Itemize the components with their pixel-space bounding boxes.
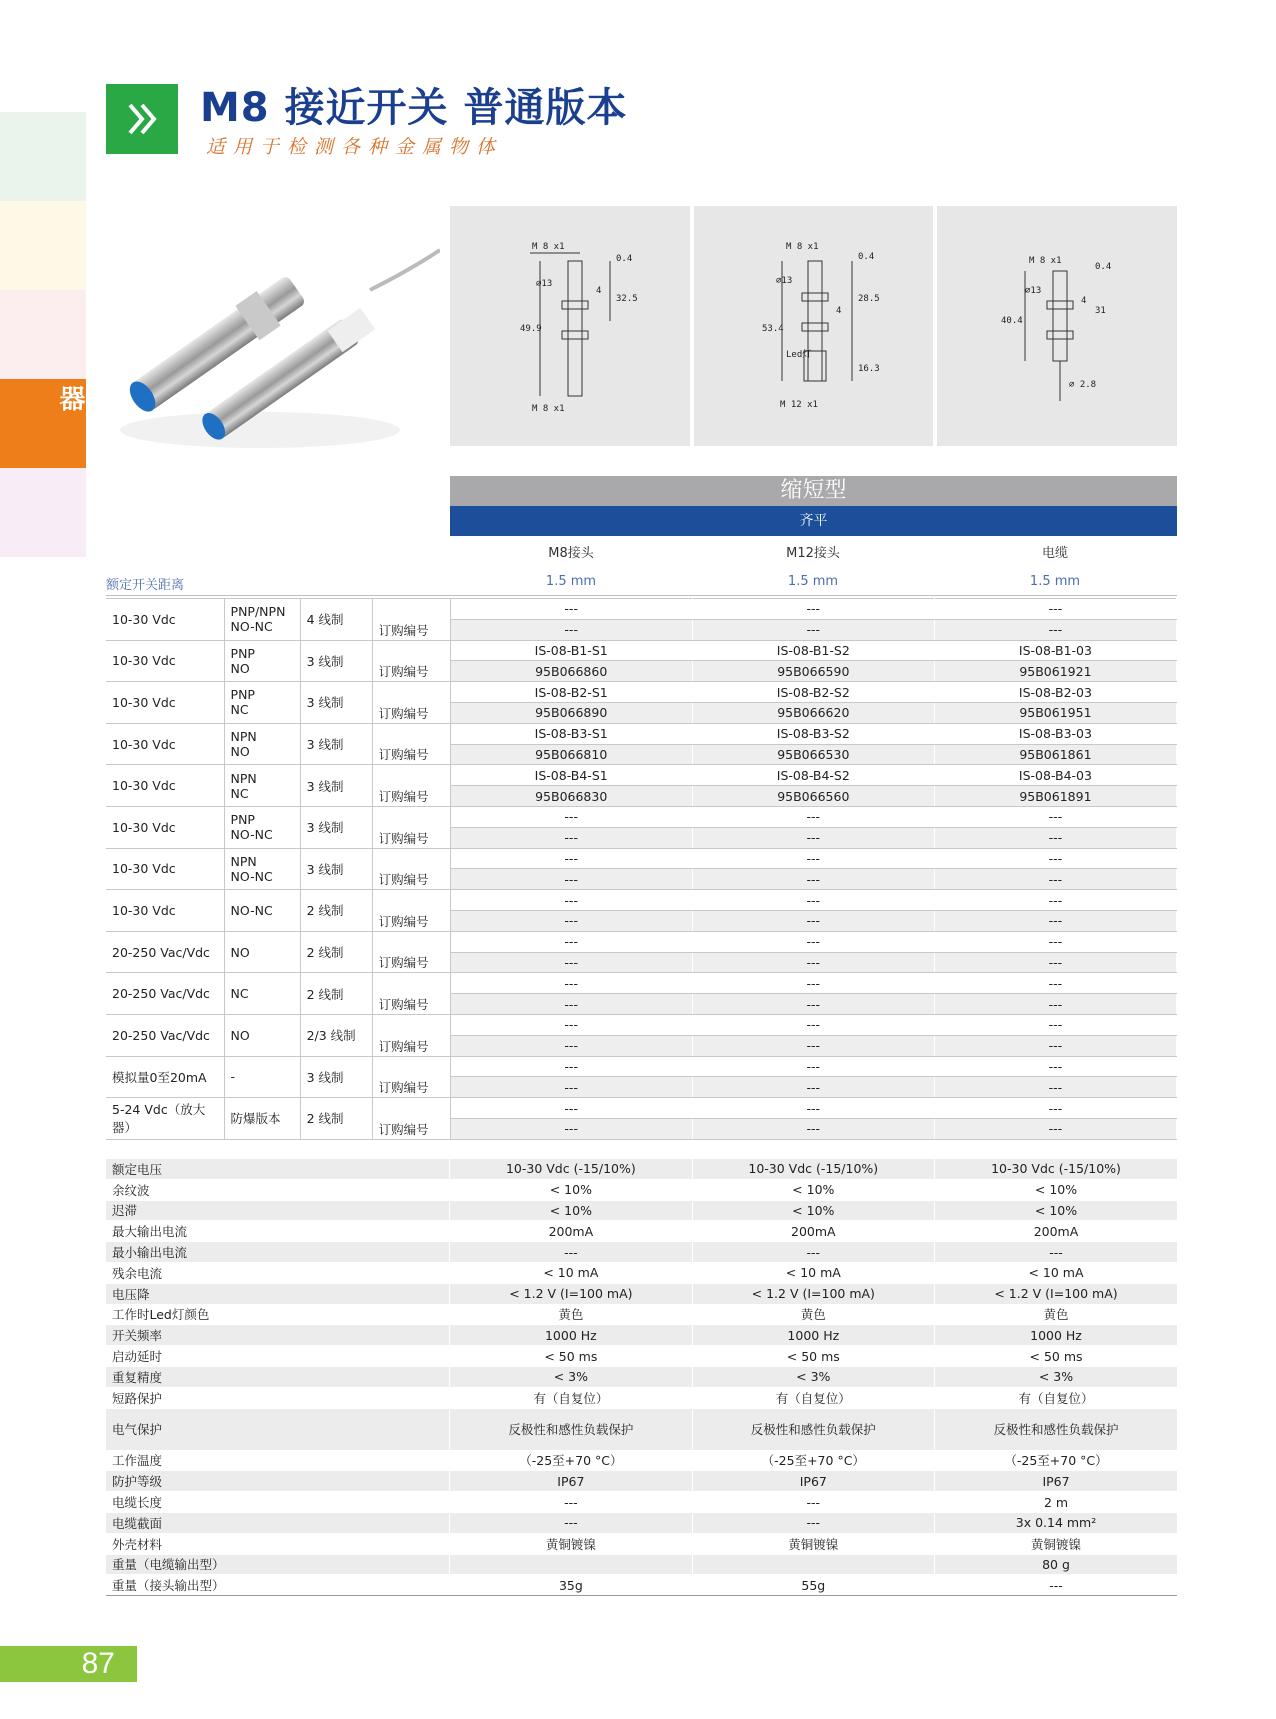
spec-label: 电压降 xyxy=(106,1283,450,1304)
spec-value: 反极性和感性负载保护 xyxy=(935,1408,1177,1450)
wire-cell: 2 线制 xyxy=(300,890,372,932)
column-header: M8接头 xyxy=(548,546,594,561)
model-cell: --- xyxy=(934,931,1176,952)
output-cell: - xyxy=(224,1056,300,1098)
order-number-cell: --- xyxy=(450,619,692,640)
order-label: 订购编号 xyxy=(372,599,450,641)
spec-value: --- xyxy=(935,1575,1177,1596)
wire-cell: 4 线制 xyxy=(300,599,372,641)
section-tab-5[interactable] xyxy=(0,468,86,557)
double-chevron-right-icon xyxy=(122,99,162,139)
model-cell: --- xyxy=(450,806,692,827)
voltage-cell: 10-30 Vdc xyxy=(106,682,224,724)
output-cell: NO xyxy=(224,1014,300,1056)
wire-cell: 2 线制 xyxy=(300,1098,372,1140)
spec-value: 200mA xyxy=(935,1221,1177,1242)
table-row xyxy=(106,848,1177,869)
section-tab-sensors[interactable] xyxy=(0,379,122,468)
spec-value: 80 g xyxy=(935,1554,1177,1575)
order-number-cell: --- xyxy=(450,910,692,931)
wire-cell: 3 线制 xyxy=(300,806,372,848)
spec-label: 开关频率 xyxy=(106,1325,450,1346)
order-number-cell: --- xyxy=(692,952,934,973)
model-cell: --- xyxy=(692,599,934,620)
model-cell: --- xyxy=(934,1014,1176,1035)
spec-value: 35g xyxy=(450,1575,692,1596)
model-cell: IS-08-B1-S1 xyxy=(450,640,692,661)
output-cell: 防爆版本 xyxy=(224,1098,300,1140)
order-label: 订购编号 xyxy=(372,848,450,890)
spec-value: --- xyxy=(692,1512,934,1533)
subgroup-header: 齐平 xyxy=(450,506,1177,536)
logo xyxy=(106,84,178,154)
spec-row xyxy=(106,1346,1177,1367)
spec-value xyxy=(450,1554,692,1575)
spec-value: < 10% xyxy=(935,1200,1177,1221)
spec-row xyxy=(106,1575,1177,1596)
drawing-label: 0.4 xyxy=(1095,262,1112,272)
spec-row xyxy=(106,1512,1177,1533)
spec-value: < 10 mA xyxy=(935,1262,1177,1283)
voltage-cell: 10-30 Vdc xyxy=(106,765,224,807)
table-row xyxy=(106,765,1177,786)
spec-label: 工作温度 xyxy=(106,1450,450,1471)
model-cell: --- xyxy=(934,599,1176,620)
order-label: 订购编号 xyxy=(372,640,450,682)
order-number-cell: --- xyxy=(934,619,1176,640)
table-row xyxy=(106,1014,1177,1035)
spec-value: 3x 0.14 mm² xyxy=(935,1512,1177,1533)
drawing-label: 4 xyxy=(1081,296,1087,306)
spec-value: < 1.2 V (I=100 mA) xyxy=(692,1283,934,1304)
order-number-cell: --- xyxy=(934,952,1176,973)
order-number-cell: 95B066830 xyxy=(450,786,692,807)
spec-value: 黄铜镀镍 xyxy=(692,1533,934,1554)
wire-cell: 3 线制 xyxy=(300,765,372,807)
spec-row xyxy=(106,1408,1177,1450)
wire-cell: 3 线制 xyxy=(300,640,372,682)
order-number-cell: 95B066810 xyxy=(450,744,692,765)
spec-row xyxy=(106,1471,1177,1492)
drawing-label: 40.4 xyxy=(1001,316,1023,326)
spec-row xyxy=(106,1262,1177,1283)
model-cell: --- xyxy=(934,1098,1176,1119)
spec-value: < 1.2 V (I=100 mA) xyxy=(450,1283,692,1304)
table-row xyxy=(106,1056,1177,1077)
model-cell: --- xyxy=(692,1098,934,1119)
spec-label: 电缆截面 xyxy=(106,1512,450,1533)
spec-value: 200mA xyxy=(692,1221,934,1242)
order-label: 订购编号 xyxy=(372,1056,450,1098)
order-number-cell: 95B061891 xyxy=(934,786,1176,807)
model-cell: IS-08-B3-S2 xyxy=(692,723,934,744)
section-tab-1[interactable] xyxy=(0,112,86,201)
distance-value: 1.5 mm xyxy=(787,574,839,589)
wire-cell: 3 线制 xyxy=(300,848,372,890)
order-label: 订购编号 xyxy=(372,1098,450,1140)
spec-row xyxy=(106,1159,1177,1180)
spec-label: 启动延时 xyxy=(106,1346,450,1367)
order-number-cell: --- xyxy=(934,1077,1176,1098)
spec-row xyxy=(106,1242,1177,1263)
model-cell: --- xyxy=(450,890,692,911)
technical-drawings xyxy=(450,206,1177,446)
table-row xyxy=(106,890,1177,911)
spec-row xyxy=(106,1533,1177,1554)
model-cell: IS-08-B2-03 xyxy=(934,682,1176,703)
drawing-label: M 8 x1 xyxy=(1029,256,1062,266)
spec-value: 10-30 Vdc (-15/10%) xyxy=(692,1159,934,1180)
spec-row xyxy=(106,1450,1177,1471)
spec-label: 电缆长度 xyxy=(106,1492,450,1513)
spec-label: 迟滞 xyxy=(106,1200,450,1221)
output-cell: NO-NC xyxy=(224,890,300,932)
output-cell: NO xyxy=(224,931,300,973)
spec-value: （-25至+70 °C） xyxy=(450,1450,692,1471)
drawing-label: 4 xyxy=(835,306,841,316)
order-number-cell: 95B066860 xyxy=(450,661,692,682)
model-cell: IS-08-B4-S2 xyxy=(692,765,934,786)
spec-value: 有（自复位） xyxy=(692,1387,934,1408)
drawing-m8-connector xyxy=(450,206,690,446)
model-cell: --- xyxy=(692,1056,934,1077)
spec-label: 残余电流 xyxy=(106,1262,450,1283)
wire-cell: 2 线制 xyxy=(300,973,372,1015)
table-row xyxy=(106,1098,1177,1119)
model-cell: --- xyxy=(934,1056,1176,1077)
order-number-cell: --- xyxy=(934,869,1176,890)
model-cell: --- xyxy=(450,599,692,620)
spec-row xyxy=(106,1366,1177,1387)
drawing-label: 31 xyxy=(1095,306,1107,316)
product-photo xyxy=(110,230,440,460)
spec-value: --- xyxy=(450,1492,692,1513)
order-number-cell: 95B066590 xyxy=(692,661,934,682)
output-cell: PNP NO xyxy=(224,640,300,682)
wire-cell: 2/3 线制 xyxy=(300,1014,372,1056)
table-row xyxy=(106,931,1177,952)
model-cell: --- xyxy=(934,806,1176,827)
voltage-cell: 5-24 Vdc（放大器） xyxy=(106,1098,224,1140)
order-label: 订购编号 xyxy=(372,973,450,1015)
model-cell: --- xyxy=(934,973,1176,994)
spec-value: （-25至+70 °C） xyxy=(692,1450,934,1471)
spec-table xyxy=(106,1158,1177,1596)
section-tab-label: 传感器 xyxy=(55,385,122,441)
spec-label: 额定电压 xyxy=(106,1159,450,1180)
order-number-cell: --- xyxy=(692,827,934,848)
table-row xyxy=(106,640,1177,661)
table-row xyxy=(106,723,1177,744)
page-subtitle: 适用于检测各种金属物体 xyxy=(206,136,504,158)
model-cell: --- xyxy=(692,931,934,952)
order-number-cell: 95B061861 xyxy=(934,744,1176,765)
distance-value: 1.5 mm xyxy=(545,574,597,589)
model-cell: --- xyxy=(450,1098,692,1119)
spec-value: 黄色 xyxy=(692,1304,934,1325)
spec-value: 1000 Hz xyxy=(450,1325,692,1346)
spec-value: < 10 mA xyxy=(692,1262,934,1283)
voltage-cell: 10-30 Vdc xyxy=(106,806,224,848)
spec-label: 重量（接头输出型） xyxy=(106,1575,450,1596)
voltage-cell: 20-250 Vac/Vdc xyxy=(106,973,224,1015)
drawing-label: M 12 x1 xyxy=(779,400,818,410)
voltage-cell: 10-30 Vdc xyxy=(106,723,224,765)
order-label: 订购编号 xyxy=(372,723,450,765)
spec-value: < 3% xyxy=(450,1366,692,1387)
spec-label: 重复精度 xyxy=(106,1366,450,1387)
spec-value: 2 m xyxy=(935,1492,1177,1513)
order-number-cell: --- xyxy=(450,869,692,890)
model-cell: IS-08-B2-S2 xyxy=(692,682,934,703)
drawing-label: ⌀ 2.8 xyxy=(1069,380,1097,390)
drawing-label: 53.4 xyxy=(761,324,784,334)
order-number-cell: --- xyxy=(450,952,692,973)
spec-row xyxy=(106,1492,1177,1513)
spec-value: 反极性和感性负载保护 xyxy=(450,1408,692,1450)
distance-row xyxy=(106,570,1177,596)
drawing-label: Led灯 xyxy=(785,350,811,360)
spec-value: 有（自复位） xyxy=(935,1387,1177,1408)
model-cell: --- xyxy=(934,890,1176,911)
spec-value: （-25至+70 °C） xyxy=(935,1450,1177,1471)
voltage-cell: 模拟量0至20mA xyxy=(106,1056,224,1098)
spec-value: < 50 ms xyxy=(450,1346,692,1367)
voltage-cell: 10-30 Vdc xyxy=(106,890,224,932)
spec-value: 10-30 Vdc (-15/10%) xyxy=(935,1159,1177,1180)
drawing-label: 32.5 xyxy=(615,294,638,304)
order-number-cell: 95B066530 xyxy=(692,744,934,765)
spec-label: 余纹波 xyxy=(106,1179,450,1200)
model-cell: --- xyxy=(450,973,692,994)
wire-cell: 3 线制 xyxy=(300,1056,372,1098)
section-tab-2[interactable] xyxy=(0,201,86,290)
order-number-cell: 95B066890 xyxy=(450,702,692,723)
spec-value xyxy=(692,1554,934,1575)
spec-value: < 3% xyxy=(692,1366,934,1387)
model-cell: IS-08-B4-S1 xyxy=(450,765,692,786)
order-label: 订购编号 xyxy=(372,890,450,932)
wire-cell: 3 线制 xyxy=(300,682,372,724)
model-cell: --- xyxy=(692,890,934,911)
output-cell: PNP NO-NC xyxy=(224,806,300,848)
model-cell: --- xyxy=(692,973,934,994)
order-label: 订购编号 xyxy=(372,765,450,807)
output-cell: PNP NC xyxy=(224,682,300,724)
distance-value: 1.5 mm xyxy=(1029,574,1081,589)
order-number-cell: 95B066560 xyxy=(692,786,934,807)
spec-value: 55g xyxy=(692,1575,934,1596)
spec-value: < 10% xyxy=(450,1179,692,1200)
spec-value: < 3% xyxy=(935,1366,1177,1387)
drawing-label: 28.5 xyxy=(857,294,880,304)
table-row xyxy=(106,973,1177,994)
dimension-drawing xyxy=(957,231,1157,421)
spec-label: 最小输出电流 xyxy=(106,1242,450,1263)
spec-value: < 10% xyxy=(692,1200,934,1221)
spec-row xyxy=(106,1200,1177,1221)
column-header: 电缆 xyxy=(1041,546,1068,561)
dimension-drawing xyxy=(470,231,670,421)
page-number: 87 xyxy=(0,1646,137,1682)
order-number-cell: --- xyxy=(450,1035,692,1056)
spec-value: < 1.2 V (I=100 mA) xyxy=(935,1283,1177,1304)
spec-value: --- xyxy=(692,1492,934,1513)
spec-value: 1000 Hz xyxy=(692,1325,934,1346)
order-number-cell: 95B066620 xyxy=(692,702,934,723)
voltage-cell: 10-30 Vdc xyxy=(106,599,224,641)
group-header: 缩短型 xyxy=(450,476,1177,506)
output-cell: NPN NC xyxy=(224,765,300,807)
order-label: 订购编号 xyxy=(372,682,450,724)
spec-value: 反极性和感性负载保护 xyxy=(692,1408,934,1450)
order-number-cell: --- xyxy=(692,869,934,890)
section-tab-3[interactable] xyxy=(0,290,86,379)
order-number-cell: --- xyxy=(692,1035,934,1056)
model-cell: --- xyxy=(692,806,934,827)
order-number-cell: --- xyxy=(692,1118,934,1139)
order-number-cell: --- xyxy=(450,1077,692,1098)
model-cell: --- xyxy=(450,1056,692,1077)
voltage-cell: 10-30 Vdc xyxy=(106,640,224,682)
spec-value: --- xyxy=(935,1242,1177,1263)
spec-label: 短路保护 xyxy=(106,1387,450,1408)
spec-value: 有（自复位） xyxy=(450,1387,692,1408)
drawing-label: ⌀13 xyxy=(1025,286,1042,296)
spec-row xyxy=(106,1554,1177,1575)
drawing-label: ⌀13 xyxy=(775,276,792,286)
spec-value: 黄色 xyxy=(935,1304,1177,1325)
drawing-label: M 8 x1 xyxy=(531,242,565,252)
model-cell: IS-08-B1-03 xyxy=(934,640,1176,661)
order-label: 订购编号 xyxy=(372,806,450,848)
voltage-cell: 10-30 Vdc xyxy=(106,848,224,890)
spec-row xyxy=(106,1304,1177,1325)
drawing-cable xyxy=(937,206,1177,446)
voltage-cell: 20-250 Vac/Vdc xyxy=(106,1014,224,1056)
drawing-label: M 8 x1 xyxy=(785,242,819,252)
distance-label: 额定开关距离 xyxy=(106,578,185,593)
order-number-cell: --- xyxy=(450,1118,692,1139)
drawing-label: 16.3 xyxy=(857,364,880,374)
page-title: M8 接近开关 普通版本 xyxy=(200,85,628,131)
column-header: M12接头 xyxy=(786,546,840,561)
spec-value: --- xyxy=(450,1512,692,1533)
spec-value: < 10% xyxy=(450,1200,692,1221)
table-row xyxy=(106,682,1177,703)
order-number-cell: 95B061951 xyxy=(934,702,1176,723)
order-label: 订购编号 xyxy=(372,931,450,973)
drawing-label: 0.4 xyxy=(615,254,633,264)
drawing-label: 0.4 xyxy=(857,252,874,262)
model-cell: IS-08-B1-S2 xyxy=(692,640,934,661)
section-tabs xyxy=(0,112,122,557)
model-cell: --- xyxy=(692,1014,934,1035)
spec-row xyxy=(106,1179,1177,1200)
spec-label: 电气保护 xyxy=(106,1408,450,1450)
model-cell: IS-08-B3-S1 xyxy=(450,723,692,744)
spec-value: < 50 ms xyxy=(935,1346,1177,1367)
spec-value: IP67 xyxy=(692,1471,934,1492)
spec-row xyxy=(106,1283,1177,1304)
spec-label: 外壳材料 xyxy=(106,1533,450,1554)
spec-row xyxy=(106,1325,1177,1346)
model-cell: --- xyxy=(450,848,692,869)
order-number-cell: --- xyxy=(450,827,692,848)
output-cell: NPN NO xyxy=(224,723,300,765)
drawing-label: ⌀13 xyxy=(535,279,553,289)
order-number-cell: --- xyxy=(692,994,934,1015)
wire-cell: 3 线制 xyxy=(300,723,372,765)
order-number-cell: --- xyxy=(692,1077,934,1098)
drawing-m12-connector xyxy=(694,206,934,446)
spec-value: < 50 ms xyxy=(692,1346,934,1367)
spec-label: 最大输出电流 xyxy=(106,1221,450,1242)
table-row xyxy=(106,806,1177,827)
spec-label: 重量（电缆输出型） xyxy=(106,1554,450,1575)
model-cell: IS-08-B4-03 xyxy=(934,765,1176,786)
order-number-cell: --- xyxy=(692,619,934,640)
spec-value: < 10% xyxy=(692,1179,934,1200)
order-number-cell: --- xyxy=(934,910,1176,931)
table-row xyxy=(106,599,1177,620)
model-cell: --- xyxy=(934,848,1176,869)
spec-label: 防护等级 xyxy=(106,1471,450,1492)
spec-value: 10-30 Vdc (-15/10%) xyxy=(450,1159,692,1180)
order-number-cell: --- xyxy=(934,827,1176,848)
spec-row xyxy=(106,1221,1177,1242)
spec-value: 黄铜镀镍 xyxy=(450,1533,692,1554)
output-cell: NC xyxy=(224,973,300,1015)
voltage-cell: 20-250 Vac/Vdc xyxy=(106,931,224,973)
order-number-cell: 95B061921 xyxy=(934,661,1176,682)
spec-value: --- xyxy=(692,1242,934,1263)
wire-cell: 2 线制 xyxy=(300,931,372,973)
order-number-cell: --- xyxy=(934,1118,1176,1139)
spec-value: IP67 xyxy=(935,1471,1177,1492)
output-cell: NPN NO-NC xyxy=(224,848,300,890)
order-number-cell: --- xyxy=(450,994,692,1015)
spec-value: --- xyxy=(450,1242,692,1263)
output-cell: PNP/NPN NO-NC xyxy=(224,599,300,641)
order-number-cell: --- xyxy=(934,1035,1176,1056)
order-table xyxy=(106,598,1177,1140)
model-cell: IS-08-B3-03 xyxy=(934,723,1176,744)
spec-value: 200mA xyxy=(450,1221,692,1242)
spec-value: 黄铜镀镍 xyxy=(935,1533,1177,1554)
spec-label: 工作时Led灯颜色 xyxy=(106,1304,450,1325)
spec-value: < 10% xyxy=(935,1179,1177,1200)
drawing-label: M 8 x1 xyxy=(531,404,565,414)
model-cell: --- xyxy=(450,931,692,952)
order-number-cell: --- xyxy=(934,994,1176,1015)
spec-value: 1000 Hz xyxy=(935,1325,1177,1346)
spec-value: IP67 xyxy=(450,1471,692,1492)
model-cell: IS-08-B2-S1 xyxy=(450,682,692,703)
drawing-label: 49.9 xyxy=(519,324,542,334)
dimension-drawing xyxy=(714,231,914,421)
spec-value: 黄色 xyxy=(450,1304,692,1325)
spec-row xyxy=(106,1387,1177,1408)
order-number-cell: --- xyxy=(692,910,934,931)
spec-value: < 10 mA xyxy=(450,1262,692,1283)
model-cell: --- xyxy=(450,1014,692,1035)
order-label: 订购编号 xyxy=(372,1014,450,1056)
model-cell: --- xyxy=(692,848,934,869)
drawing-label: 4 xyxy=(595,286,602,296)
